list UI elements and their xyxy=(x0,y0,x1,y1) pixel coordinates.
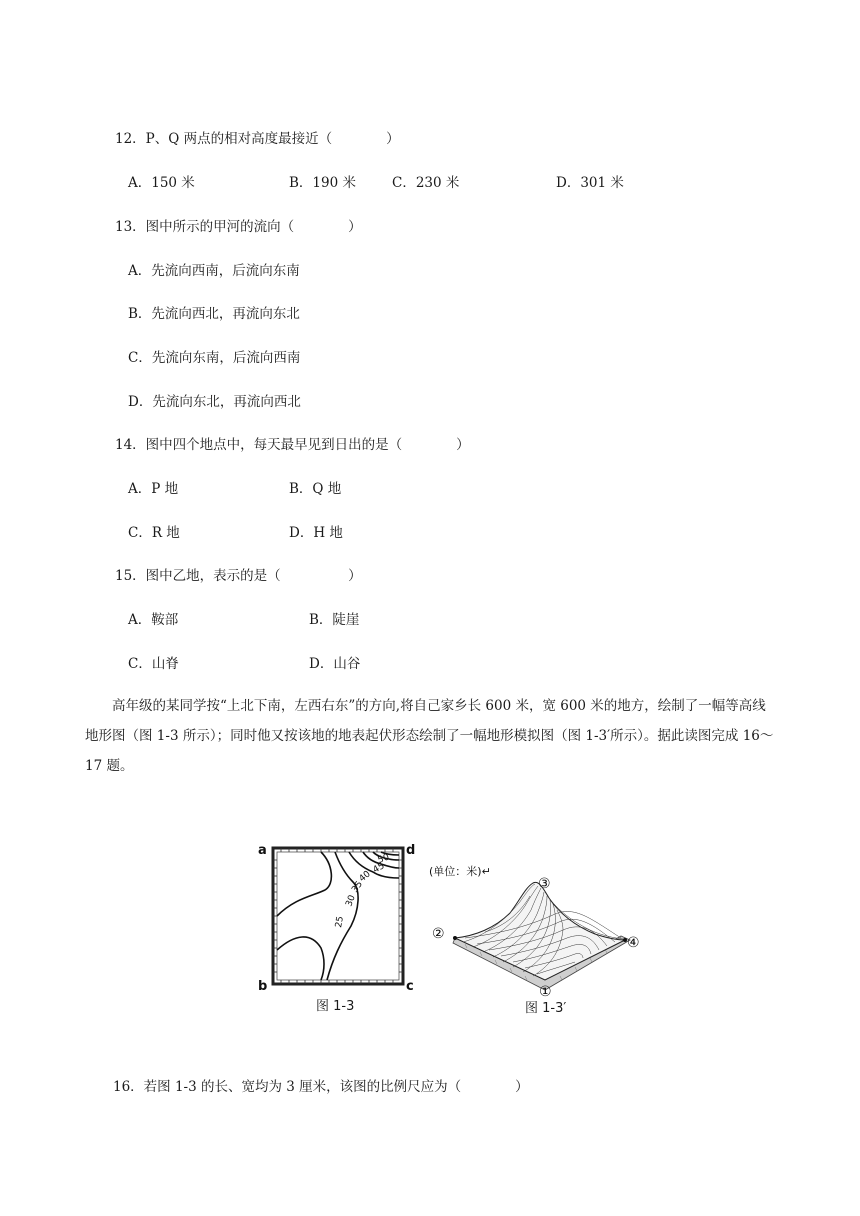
q13-option-c: C．先流向东南，后流向西南 xyxy=(128,350,301,366)
q13-stem: 13．图中所示的甲河的流向（ ） xyxy=(115,219,362,235)
corner-label-c: c xyxy=(406,979,414,994)
figure-right-caption: 图 1-3′ xyxy=(525,1001,567,1016)
figure-left-caption: 图 1-3 xyxy=(316,999,355,1014)
q13-option-b: B．先流向西北，再流向东北 xyxy=(128,306,300,322)
q12-option-b: B．190 米 xyxy=(289,175,356,191)
q14-stem: 14．图中四个地点中，每天最早见到日出的是（ ） xyxy=(115,437,470,453)
terrain-model-figure xyxy=(425,858,655,1008)
q14-option-a: A．P 地 xyxy=(128,481,179,497)
q12-option-d: D．301 米 xyxy=(556,175,624,191)
point-3-label: ③ xyxy=(538,876,551,892)
point-2-label: ② xyxy=(432,926,445,942)
contour-label-40: 40 xyxy=(357,869,373,885)
q15-stem: 15．图中乙地，表示的是（ ） xyxy=(115,568,362,584)
q12-option-c: C．230 米 xyxy=(392,175,460,191)
q13-option-d: D．先流向东北，再流向西北 xyxy=(128,394,301,410)
intro-paragraph: 高年级的某同学按“上北下南，左西右东”的方向,将自己家乡长 600 米，宽 600 米的地方，绘制了一幅等高线地形图（图 1-3 所示）；同时他又按该地的地表起伏形态绘制了一幅地形模拟图（图 1-3′所示）。据此读图完成 16～17 题。 xyxy=(85,698,774,774)
contour-label-45: 45 xyxy=(371,861,387,876)
contour-label-30: 30 xyxy=(344,893,358,909)
q14-option-b: B．Q 地 xyxy=(289,481,342,497)
q14-option-d: D．H 地 xyxy=(289,525,343,541)
terrain-surface xyxy=(455,882,625,980)
q16-stem: 16．若图 1-3 的长、宽均为 3 厘米，该图的比例尺应为（ ） xyxy=(113,1079,529,1095)
contour-map-figure xyxy=(255,838,420,998)
point-2-dot xyxy=(453,936,457,940)
q12-option-a: A．150 米 xyxy=(128,175,195,191)
contour-line-lower xyxy=(277,937,324,980)
contour-label-50: 50 xyxy=(376,852,391,866)
q15-option-b: B．陡崖 xyxy=(309,612,360,628)
point-4-label: ④ xyxy=(627,935,640,951)
q15-option-d: D．山谷 xyxy=(309,656,361,672)
terrain-unit-label: (单位：米)↵ xyxy=(429,865,491,878)
q15-option-a: A．鞍部 xyxy=(128,612,179,628)
contour-label-35: 35 xyxy=(350,879,366,895)
q14-option-c: C．R 地 xyxy=(128,525,180,541)
corner-label-a: a xyxy=(258,843,267,858)
point-1-label: ① xyxy=(539,984,552,1000)
q12-stem: 12．P、Q 两点的相对高度最接近（ ） xyxy=(115,131,400,147)
q15-option-c: C．山脊 xyxy=(128,656,179,672)
corner-label-d: d xyxy=(406,843,416,858)
contour-line-1 xyxy=(277,852,331,916)
corner-label-b: b xyxy=(258,979,268,994)
q13-option-a: A．先流向西南，后流向东南 xyxy=(128,263,300,279)
contour-label-25: 25 xyxy=(334,915,346,929)
point-4-dot xyxy=(623,938,627,942)
